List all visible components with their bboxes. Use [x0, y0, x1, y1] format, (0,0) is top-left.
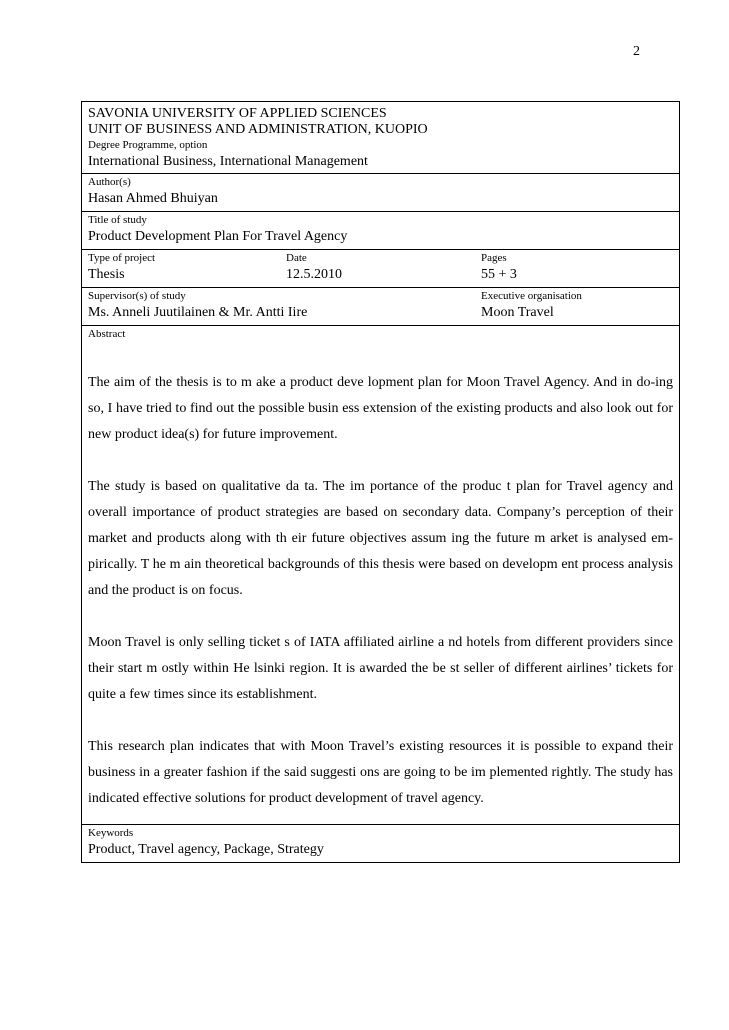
supervisor-cell — [88, 289, 481, 323]
supervisor-section — [82, 288, 679, 326]
keywords-label: Keywords — [88, 827, 134, 839]
executive-org-cell — [481, 289, 673, 323]
project-type-label: Type of project — [88, 252, 156, 264]
executive-org-value: Moon Travel — [481, 305, 554, 320]
degree-label: Degree Programme, option — [88, 139, 208, 151]
university-name: SAVONIA UNIVERSITY OF APPLIED SCIENCES — [88, 106, 387, 121]
title-label: Title of study — [88, 214, 147, 226]
keywords-value: Product, Travel agency, Package, Strategy — [88, 842, 324, 857]
project-section — [82, 250, 679, 288]
date-label: Date — [286, 252, 307, 264]
abstract-section — [82, 326, 679, 825]
abstract-paragraph: This research plan indicates that with Moon Travel’s existing resources it is possible to expand their business in a greater fashion if the said suggesti ons are going to be im plemented rightly. The study has indicated effective solutions for product development of travel agency. — [88, 739, 673, 806]
supervisor-label: Supervisor(s) of study — [88, 290, 186, 302]
date-value: 12.5.2010 — [286, 267, 342, 282]
pages-value: 55 + 3 — [481, 267, 517, 282]
page-number: 2 — [633, 44, 640, 59]
keywords-section — [82, 825, 679, 862]
supervisor-value: Ms. Anneli Juutilainen & Mr. Antti Iire — [88, 305, 308, 320]
title-value: Product Development Plan For Travel Agency — [88, 229, 348, 244]
title-section — [82, 212, 679, 250]
abstract-paragraph: Moon Travel is only selling ticket s of IATA affiliated airline a nd hotels from different providers since their start m ostly within He lsinki region. It is awarded the be st seller of different airlines’ tickets for quite a few times since its establishment. — [88, 635, 673, 702]
author-section — [82, 174, 679, 212]
abstract-paragraph: The study is based on qualitative da ta. The im portance of the produc t plan for Travel agency and overall importance of product strategies are based on secondary data. Company’s perception of their market and products along with th eir future objectives assum ing the future m arket is analysed em-pirically. T he m ain theoretical backgrounds of this thesis were based on developm ent process analysis and the product is on focus. — [88, 479, 673, 598]
abstract-paragraph: The aim of the thesis is to m ake a product deve lopment plan for Moon Travel Agency. And in do-ing so, I have tried to find out the possible busin ess extension of the existing products and also look out for new product idea(s) for future improvement. — [88, 375, 673, 442]
pages-label: Pages — [481, 252, 507, 264]
abstract-label: Abstract — [88, 328, 126, 340]
pages-cell — [481, 251, 673, 285]
date-cell — [286, 251, 481, 285]
unit-name: UNIT OF BUSINESS AND ADMINISTRATION, KUOPIO — [88, 122, 428, 137]
project-type-value: Thesis — [88, 267, 125, 282]
author-label: Author(s) — [88, 176, 131, 188]
thesis-description-form — [81, 101, 680, 863]
executive-org-label: Executive organisation — [481, 290, 582, 302]
abstract-body — [88, 370, 673, 812]
author-value: Hasan Ahmed Bhuiyan — [88, 191, 218, 206]
project-type-cell — [88, 251, 286, 285]
institution-section — [82, 102, 679, 174]
degree-value: International Business, International Management — [88, 154, 368, 169]
